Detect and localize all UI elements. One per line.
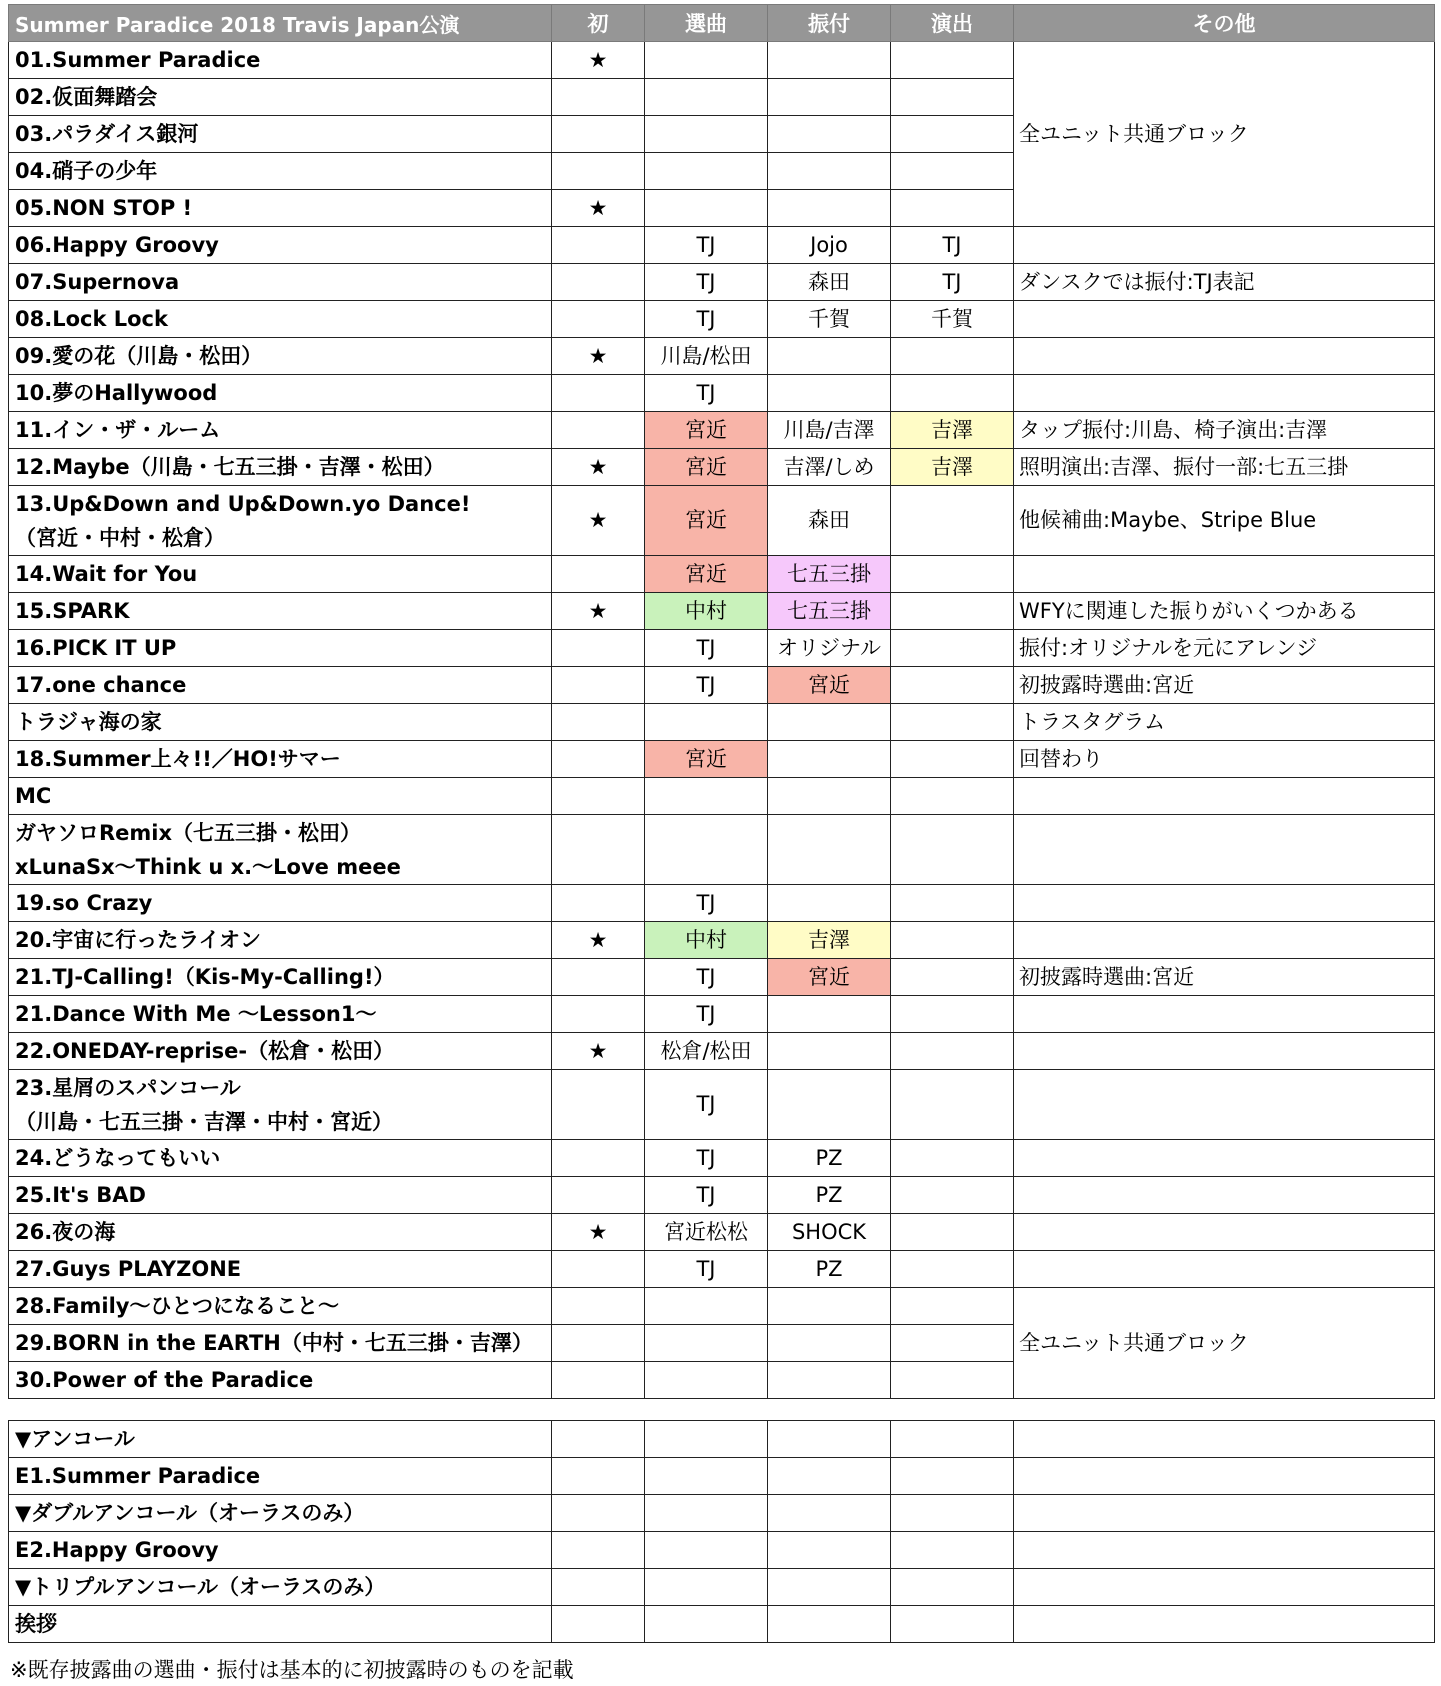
note-cell (1014, 778, 1435, 815)
song-title (9, 1070, 552, 1140)
direction-cell (891, 1325, 1014, 1362)
song-title: 09.愛の花（川島・松田） (9, 338, 552, 375)
song-select-cell: 宮近 (645, 486, 768, 556)
song-title: 12.Maybe（川島・七五三掛・吉澤・松田） (9, 449, 552, 486)
encore-table (8, 1420, 1435, 1643)
direction-cell (891, 1033, 1014, 1070)
note-cell: 照明演出:吉澤、振付一部:七五三掛 (1014, 449, 1435, 486)
choreo-cell: 宮近 (768, 959, 891, 996)
choreo-cell: PZ (768, 1177, 891, 1214)
empty-cell (768, 1458, 891, 1495)
note-cell: WFYに関連した振りがいくつかある (1014, 593, 1435, 630)
song-select-cell: 松倉/松田 (645, 1033, 768, 1070)
direction-cell (891, 667, 1014, 704)
encore-row (9, 1458, 1435, 1495)
first-star (552, 556, 645, 593)
song-select-cell: TJ (645, 630, 768, 667)
song-title: 06.Happy Groovy (9, 227, 552, 264)
song-title-line2: （宮近・中村・松倉） (15, 525, 225, 550)
song-title-line1: 23.星屑のスパンコール (15, 1075, 241, 1100)
song-title: 18.Summer上々!!／HO!サマー (9, 741, 552, 778)
empty-cell (645, 1458, 768, 1495)
direction-cell: TJ (891, 227, 1014, 264)
song-title: 07.Supernova (9, 264, 552, 301)
empty-cell (645, 1532, 768, 1569)
table-row (9, 630, 1435, 667)
note-cell: 初披露時選曲:宮近 (1014, 959, 1435, 996)
song-title: 11.イン・ザ・ルーム (9, 412, 552, 449)
song-title: 21.Dance With Me ～Lesson1～ (9, 996, 552, 1033)
first-star (552, 996, 645, 1033)
song-title: 02.仮面舞踏会 (9, 79, 552, 116)
direction-cell (891, 593, 1014, 630)
direction-cell (891, 741, 1014, 778)
table-row (9, 375, 1435, 412)
table-row (9, 885, 1435, 922)
direction-cell (891, 1251, 1014, 1288)
first-star: ★ (552, 338, 645, 375)
choreo-cell (768, 1325, 891, 1362)
note-cell (1014, 375, 1435, 412)
choreo-cell (768, 116, 891, 153)
empty-cell (891, 1569, 1014, 1606)
first-star (552, 375, 645, 412)
song-select-cell: TJ (645, 1140, 768, 1177)
song-select-cell (645, 778, 768, 815)
table-row (9, 301, 1435, 338)
song-title: 04.硝子の少年 (9, 153, 552, 190)
empty-cell (552, 1458, 645, 1495)
song-title (9, 815, 552, 885)
song-select-cell (645, 815, 768, 885)
direction-cell: 千賀 (891, 301, 1014, 338)
first-star (552, 227, 645, 264)
encore-row (9, 1532, 1435, 1569)
direction-cell (891, 630, 1014, 667)
song-select-cell: 中村 (645, 922, 768, 959)
song-title: 03.パラダイス銀河 (9, 116, 552, 153)
note-cell (1014, 922, 1435, 959)
direction-cell (891, 922, 1014, 959)
empty-cell (1014, 1532, 1435, 1569)
choreo-cell: 吉澤 (768, 922, 891, 959)
table-row (9, 922, 1435, 959)
song-select-cell: 宮近 (645, 556, 768, 593)
song-select-cell: 川島/松田 (645, 338, 768, 375)
note-cell: 回替わり (1014, 741, 1435, 778)
first-star (552, 1362, 645, 1399)
empty-cell (768, 1606, 891, 1643)
first-star (552, 1177, 645, 1214)
direction-cell (891, 1288, 1014, 1325)
first-star (552, 1325, 645, 1362)
header-title: Summer Paradice 2018 Travis Japan公演 (9, 5, 552, 42)
direction-cell (891, 1362, 1014, 1399)
song-title: 01.Summer Paradice (9, 42, 552, 79)
empty-cell (645, 1421, 768, 1458)
encore-title: 挨拶 (9, 1606, 552, 1643)
choreo-cell (768, 338, 891, 375)
first-star (552, 412, 645, 449)
choreo-cell: 森田 (768, 486, 891, 556)
encore-row (9, 1569, 1435, 1606)
choreo-cell (768, 190, 891, 227)
song-select-cell: TJ (645, 1177, 768, 1214)
song-title: 08.Lock Lock (9, 301, 552, 338)
note-cell (1014, 227, 1435, 264)
header-song-select: 選曲 (645, 5, 768, 42)
encore-title: E2.Happy Groovy (9, 1532, 552, 1569)
empty-cell (768, 1421, 891, 1458)
first-star (552, 704, 645, 741)
first-star: ★ (552, 449, 645, 486)
footer-note: ※既存披露曲の選曲・振付は基本的に初披露時のものを記載 (10, 1658, 574, 1682)
song-select-cell: 中村 (645, 593, 768, 630)
first-star (552, 79, 645, 116)
empty-cell (891, 1495, 1014, 1532)
choreo-cell: Jojo (768, 227, 891, 264)
song-select-cell (645, 116, 768, 153)
song-select-cell (645, 153, 768, 190)
first-star (552, 667, 645, 704)
empty-cell (891, 1421, 1014, 1458)
song-title-line1: 13.Up&Down and Up&Down.yo Dance! (15, 491, 471, 516)
song-title-line1: ガヤソロRemix（七五三掛・松田） (15, 820, 362, 845)
choreo-cell: 宮近 (768, 667, 891, 704)
song-title: 25.It's BAD (9, 1177, 552, 1214)
song-title: 14.Wait for You (9, 556, 552, 593)
choreo-cell (768, 1033, 891, 1070)
empty-cell (552, 1421, 645, 1458)
table-row (9, 1288, 1435, 1325)
empty-cell (1014, 1495, 1435, 1532)
choreo-cell (768, 42, 891, 79)
block-note-top: 全ユニット共通ブロック (1014, 42, 1435, 227)
song-title: 30.Power of the Paradice (9, 1362, 552, 1399)
first-star: ★ (552, 1033, 645, 1070)
first-star (552, 1288, 645, 1325)
first-star (552, 815, 645, 885)
first-star (552, 1070, 645, 1140)
note-cell (1014, 1070, 1435, 1140)
song-select-cell (645, 1325, 768, 1362)
direction-cell (891, 42, 1014, 79)
first-star (552, 264, 645, 301)
empty-cell (645, 1495, 768, 1532)
direction-cell (891, 815, 1014, 885)
note-cell (1014, 1214, 1435, 1251)
song-title: 19.so Crazy (9, 885, 552, 922)
song-title-line2: （川島・七五三掛・吉澤・中村・宮近） (15, 1109, 393, 1134)
encore-title: ▼アンコール (9, 1421, 552, 1458)
choreo-cell (768, 778, 891, 815)
first-star (552, 741, 645, 778)
song-title: 26.夜の海 (9, 1214, 552, 1251)
empty-cell (645, 1606, 768, 1643)
encore-row (9, 1421, 1435, 1458)
empty-cell (552, 1606, 645, 1643)
first-star (552, 885, 645, 922)
direction-cell (891, 486, 1014, 556)
header-choreo: 振付 (768, 5, 891, 42)
table-row (9, 264, 1435, 301)
song-title: 24.どうなってもいい (9, 1140, 552, 1177)
first-star (552, 1140, 645, 1177)
choreo-cell: SHOCK (768, 1214, 891, 1251)
direction-cell: 吉澤 (891, 449, 1014, 486)
first-star: ★ (552, 486, 645, 556)
table-row (9, 667, 1435, 704)
song-title: 29.BORN in the EARTH（中村・七五三掛・吉澤） (9, 1325, 552, 1362)
song-select-cell: 宮近 (645, 449, 768, 486)
note-cell (1014, 1140, 1435, 1177)
empty-cell (1014, 1569, 1435, 1606)
note-cell: 他候補曲:Maybe、Stripe Blue (1014, 486, 1435, 556)
choreo-cell: PZ (768, 1251, 891, 1288)
block-note-bottom: 全ユニット共通ブロック (1014, 1288, 1435, 1399)
choreo-cell (768, 1288, 891, 1325)
first-star (552, 959, 645, 996)
encore-row (9, 1606, 1435, 1643)
header-direction: 演出 (891, 5, 1014, 42)
header-row (9, 5, 1435, 42)
table-row (9, 996, 1435, 1033)
note-cell (1014, 1033, 1435, 1070)
empty-cell (768, 1569, 891, 1606)
table-row (9, 449, 1435, 486)
choreo-cell: オリジナル (768, 630, 891, 667)
direction-cell: TJ (891, 264, 1014, 301)
table-row (9, 704, 1435, 741)
song-select-cell (645, 190, 768, 227)
table-row (9, 815, 1435, 885)
choreo-cell (768, 79, 891, 116)
first-star (552, 153, 645, 190)
first-star: ★ (552, 42, 645, 79)
empty-cell (891, 1606, 1014, 1643)
note-cell (1014, 338, 1435, 375)
choreo-cell: 森田 (768, 264, 891, 301)
first-star: ★ (552, 922, 645, 959)
setlist-table (8, 4, 1435, 1399)
song-select-cell (645, 1288, 768, 1325)
song-select-cell (645, 1362, 768, 1399)
choreo-cell: PZ (768, 1140, 891, 1177)
song-select-cell (645, 79, 768, 116)
song-select-cell: TJ (645, 375, 768, 412)
header-other: その他 (1014, 5, 1435, 42)
song-select-cell: 宮近 (645, 412, 768, 449)
song-title: 15.SPARK (9, 593, 552, 630)
choreo-cell (768, 704, 891, 741)
song-select-cell: TJ (645, 959, 768, 996)
choreo-cell (768, 741, 891, 778)
choreo-cell (768, 1362, 891, 1399)
first-star (552, 301, 645, 338)
direction-cell (891, 778, 1014, 815)
song-title: 10.夢のHallywood (9, 375, 552, 412)
direction-cell (891, 375, 1014, 412)
encore-title: ▼ダブルアンコール（オーラスのみ） (9, 1495, 552, 1532)
note-cell: ダンスクでは振付:TJ表記 (1014, 264, 1435, 301)
empty-cell (645, 1569, 768, 1606)
song-title: 20.宇宙に行ったライオン (9, 922, 552, 959)
song-select-cell (645, 704, 768, 741)
choreo-cell: 千賀 (768, 301, 891, 338)
direction-cell (891, 959, 1014, 996)
empty-cell (1014, 1421, 1435, 1458)
first-star: ★ (552, 190, 645, 227)
empty-cell (768, 1495, 891, 1532)
song-select-cell: 宮近 (645, 741, 768, 778)
empty-cell (891, 1532, 1014, 1569)
table-row (9, 1251, 1435, 1288)
note-cell (1014, 556, 1435, 593)
song-title: トラジャ海の家 (9, 704, 552, 741)
direction-cell (891, 1070, 1014, 1140)
direction-cell (891, 1177, 1014, 1214)
table-row (9, 778, 1435, 815)
empty-cell (1014, 1606, 1435, 1643)
choreo-cell (768, 815, 891, 885)
table-row (9, 1177, 1435, 1214)
first-star: ★ (552, 1214, 645, 1251)
direction-cell (891, 190, 1014, 227)
encore-title: ▼トリプルアンコール（オーラスのみ） (9, 1569, 552, 1606)
song-title-line2: xLunaSx～Think u x.～Love meee (15, 854, 401, 879)
direction-cell (891, 153, 1014, 190)
song-select-cell: TJ (645, 1070, 768, 1140)
first-star (552, 116, 645, 153)
choreo-cell: 七五三掛 (768, 593, 891, 630)
direction-cell (891, 1214, 1014, 1251)
table-row (9, 1070, 1435, 1140)
table-row (9, 1214, 1435, 1251)
header-first: 初 (552, 5, 645, 42)
note-cell (1014, 815, 1435, 885)
song-select-cell: TJ (645, 885, 768, 922)
song-title: 17.one chance (9, 667, 552, 704)
song-select-cell: TJ (645, 996, 768, 1033)
note-cell (1014, 301, 1435, 338)
choreo-cell: 川島/吉澤 (768, 412, 891, 449)
song-title: 21.TJ-Calling!（Kis-My-Calling!） (9, 959, 552, 996)
table-row (9, 486, 1435, 556)
song-select-cell: TJ (645, 264, 768, 301)
song-title: 16.PICK IT UP (9, 630, 552, 667)
song-title: 05.NON STOP ! (9, 190, 552, 227)
song-title (9, 486, 552, 556)
choreo-cell (768, 375, 891, 412)
note-cell (1014, 885, 1435, 922)
first-star: ★ (552, 593, 645, 630)
song-select-cell: TJ (645, 1251, 768, 1288)
direction-cell (891, 556, 1014, 593)
note-cell: トラスタグラム (1014, 704, 1435, 741)
song-title: 28.Family～ひとつになること～ (9, 1288, 552, 1325)
empty-cell (1014, 1458, 1435, 1495)
song-select-cell: TJ (645, 301, 768, 338)
empty-cell (552, 1569, 645, 1606)
song-select-cell (645, 42, 768, 79)
table-row (9, 412, 1435, 449)
first-star (552, 1251, 645, 1288)
song-title: MC (9, 778, 552, 815)
choreo-cell (768, 885, 891, 922)
table-row (9, 959, 1435, 996)
direction-cell (891, 338, 1014, 375)
note-cell: 振付:オリジナルを元にアレンジ (1014, 630, 1435, 667)
table-row (9, 1033, 1435, 1070)
first-star (552, 630, 645, 667)
song-title: 27.Guys PLAYZONE (9, 1251, 552, 1288)
song-select-cell: TJ (645, 227, 768, 264)
choreo-cell (768, 153, 891, 190)
table-row (9, 1140, 1435, 1177)
note-cell (1014, 1251, 1435, 1288)
direction-cell (891, 885, 1014, 922)
empty-cell (552, 1532, 645, 1569)
encore-title: E1.Summer Paradice (9, 1458, 552, 1495)
encore-row (9, 1495, 1435, 1532)
table-row (9, 593, 1435, 630)
choreo-cell (768, 1070, 891, 1140)
note-cell: 初披露時選曲:宮近 (1014, 667, 1435, 704)
song-select-cell: TJ (645, 667, 768, 704)
note-cell: タップ振付:川島、椅子演出:吉澤 (1014, 412, 1435, 449)
direction-cell (891, 704, 1014, 741)
song-title: 22.ONEDAY-reprise-（松倉・松田） (9, 1033, 552, 1070)
table-row (9, 42, 1435, 79)
direction-cell (891, 996, 1014, 1033)
note-cell (1014, 1177, 1435, 1214)
table-row (9, 741, 1435, 778)
song-select-cell: 宮近松松 (645, 1214, 768, 1251)
table-row (9, 556, 1435, 593)
choreo-cell (768, 996, 891, 1033)
direction-cell (891, 116, 1014, 153)
direction-cell: 吉澤 (891, 412, 1014, 449)
direction-cell (891, 79, 1014, 116)
choreo-cell: 七五三掛 (768, 556, 891, 593)
direction-cell (891, 1140, 1014, 1177)
empty-cell (768, 1532, 891, 1569)
empty-cell (552, 1495, 645, 1532)
table-row (9, 338, 1435, 375)
table-row (9, 227, 1435, 264)
first-star (552, 778, 645, 815)
choreo-cell: 吉澤/しめ (768, 449, 891, 486)
empty-cell (891, 1458, 1014, 1495)
note-cell (1014, 996, 1435, 1033)
